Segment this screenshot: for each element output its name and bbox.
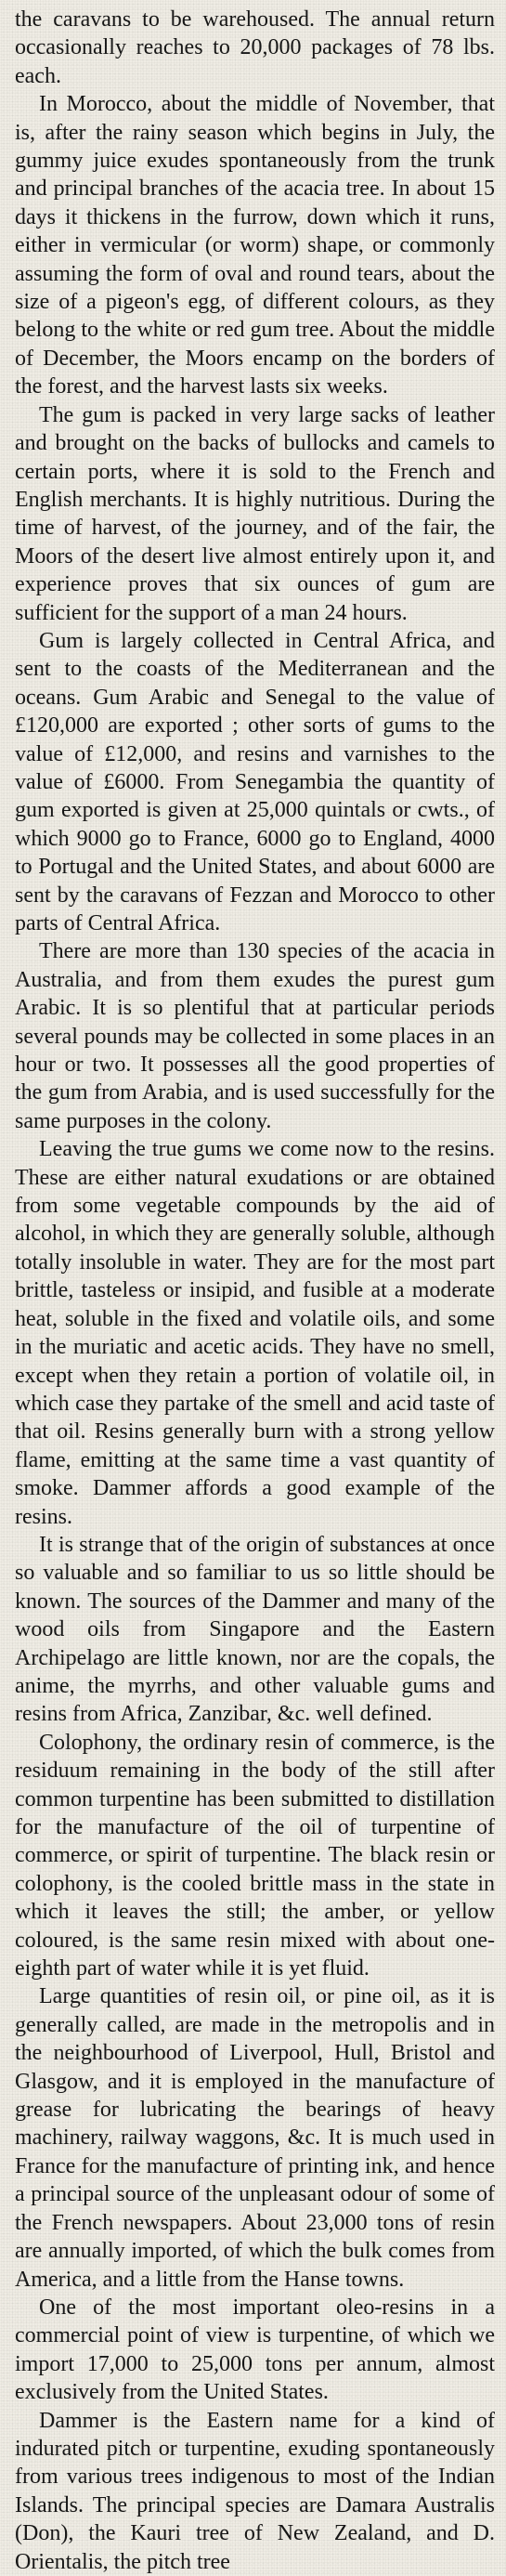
paragraph-2: In Morocco, about the middle of November, that is, after the rainy season which begins in July, the gummy juice exudes spontaneously from the trunk and principal branches of the acacia tree. In about 15 days it thickens in the furrow, down which it runs, either in vermicular (or worm) shape, or commonly assuming the form of oval and round tears, about the size of a pigeon's egg, of different colours, as they belong to the white or red gum tree. About the middle of December, the Moors encamp on the borders of the forest, and the harvest lasts six weeks. [15, 92, 495, 399]
paragraph-10: One of the most important oleo-resins in a commercial point of view is turpentine, of which we import 17,000 to 25,000 tons per annum, almost exclusively from the United States. [15, 2295, 495, 2405]
paragraph-11: Dammer is the Eastern name for a kind of indurated pitch or turpentine, exuding spontaneously from various trees indigenous to most of the Indian Islands. The principal species are Damara Australis (Don), the Kauri tree of New Zealand, and D. Orientalis, the pitch tree [15, 2408, 495, 2574]
paragraph-6: Leaving the true gums we come now to the resins. These are either natural exudations or are obtained from some vegetable compounds by the aid of alcohol, in which they are generally soluble, although totally insoluble in water. They are for the most part brittle, tasteless or insipid, and fusible at a moderate heat, soluble in the fixed and volatile oils, and some in the muriatic and acetic acids. They have no smell, except when they retain a portion of volatile oil, in which case they partake of the smell and acid taste of that oil. Resins generally burn with a strong yellow flame, emitting at the same time a vast quantity of smoke. Dammer affords a good example of the resins. [15, 1137, 495, 1529]
paragraph-4: Gum is largely collected in Central Africa, and sent to the coasts of the Mediterranean and the oceans. Gum Arabic and Senegal to the value of £120,000 are exported ; other sorts of gums to the value of £12,000, and resins and varnishes to the value of £6000. From Senegambia the quantity of gum exported is given at 25,000 quintals or cwts., of which 9000 go to France, 6000 go to England, 4000 to Portugal and the United States, and about 6000 are sent by the caravans of Fezzan and Morocco to other parts of Central Africa. [15, 628, 495, 935]
paragraph-5: There are more than 130 species of the acacia in Australia, and from them exudes the purest gum Arabic. It is so plentiful that at particular periods several pounds may be collected in some places in an hour or two. It possesses all the good properties of the gum from Arabia, and is used successfully for the same purposes in the colony. [15, 939, 495, 1133]
paragraph-1: the caravans to be warehoused. The annual return occasionally reaches to 20,000 packages of 78 lbs. each. [15, 7, 495, 88]
paragraph-3: The gum is packed in very large sacks of leather and brought on the backs of bullocks and camels to certain ports, where it is sold to the French and English merchants. It is highly nutritious. During the time of harvest, of the journey, and of the fair, the Moors of the desert live almost entirely upon it, and experience proves that six ounces of gum are sufficient for the support of a man 24 hours. [15, 402, 495, 625]
paragraph-7: It is strange that of the origin of substances at once so valuable and so familiar to us so little should be known. The sources of the Dammer and many of the wood oils from Singapore and the Eastern Archipelago are little known, nor are the copals, the anime, the myrrhs, and other valuable gums and resins from Africa, Zanzibar, &c. well defined. [15, 1532, 495, 1727]
paragraph-9: Large quantities of resin oil, or pine oil, as it is generally called, are made in the metropolis and in the neighbourhood of Liverpool, Hull, Bristol and Glasgow, and it is employed in the manufacture of grease for lubricating the bearings of heavy machinery, railway waggons, &c. It is much used in France for the manufacture of printing ink, and hence a principal source of the unpleasant odour of some of the French newspapers. About 23,000 tons of resin are annually imported, of which the bulk comes from America, and a little from the Hanse towns. [15, 1984, 495, 2292]
paragraph-8: Colophony, the ordinary resin of commerce, is the residuum remaining in the body of the still after common turpentine has been submitted to distillation for the manufacture of the oil of turpentine of commerce, or spirit of turpentine. The black resin or colophony, is the cooled brittle mass in the state in which it leaves the still; the amber, or yellow coloured, is the same resin mixed with about one-eighth part of water while it is yet fluid. [15, 1730, 495, 1981]
